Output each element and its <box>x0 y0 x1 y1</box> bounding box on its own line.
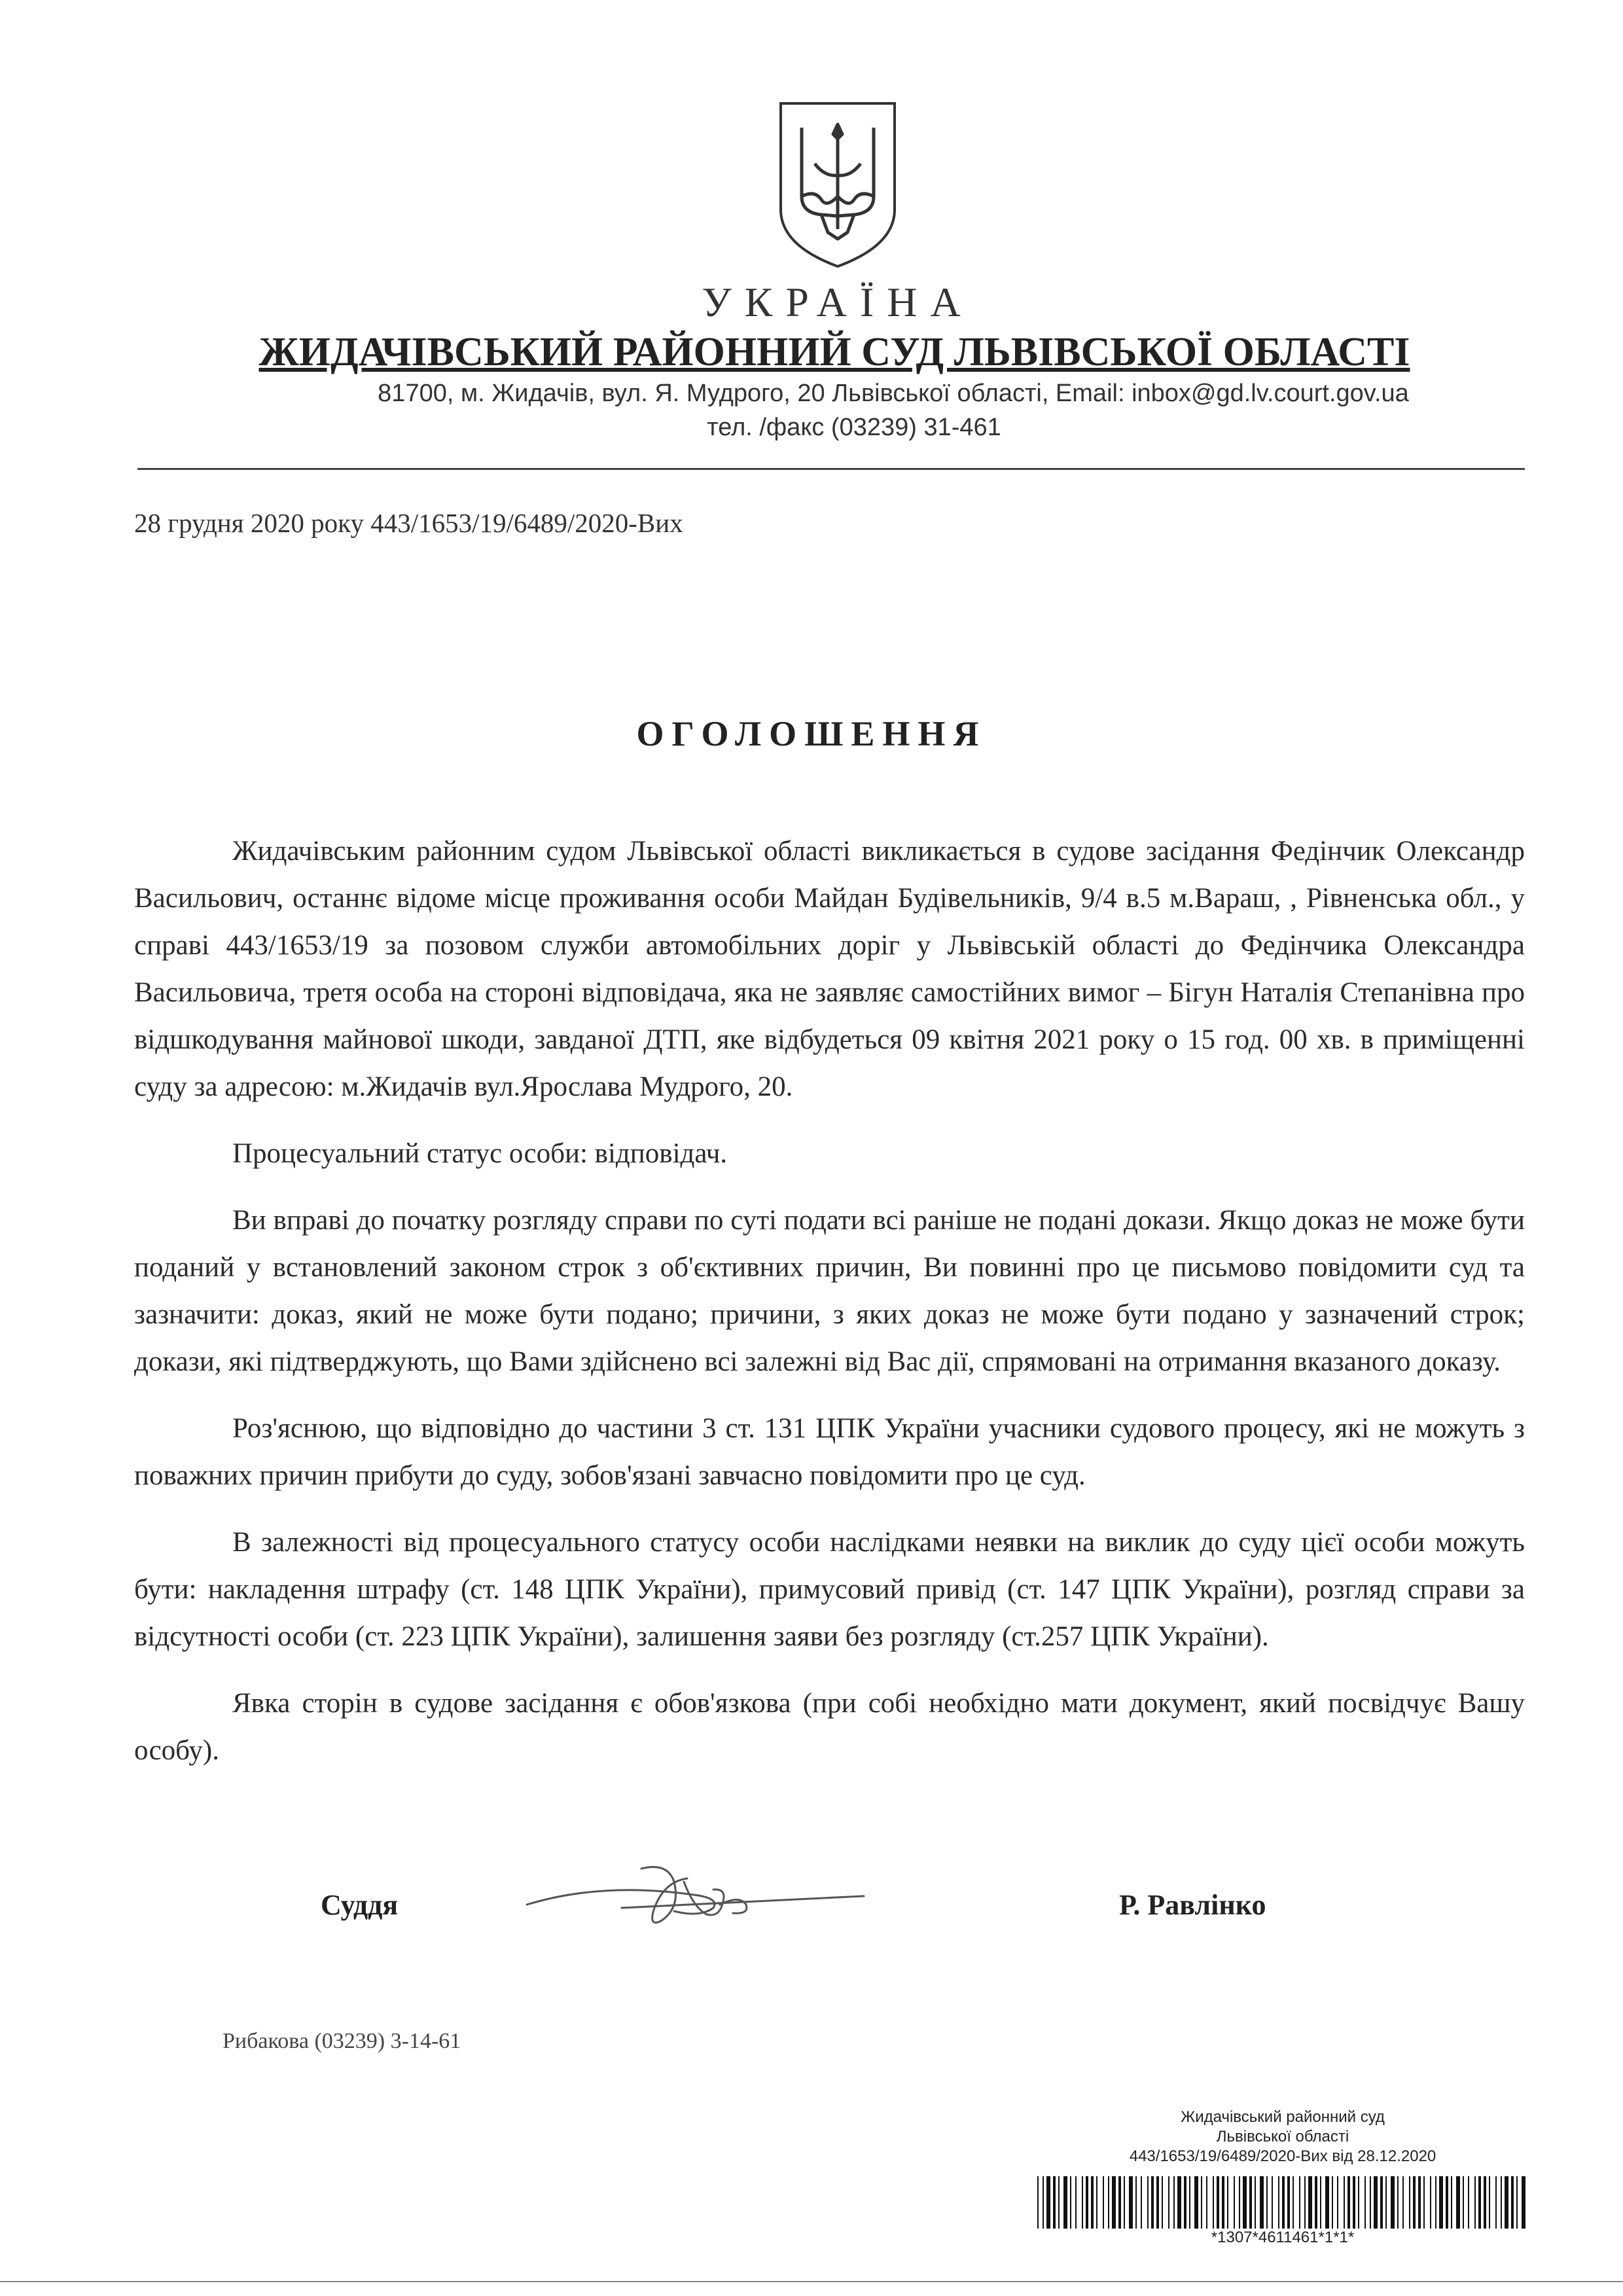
court-phone: тел. /факс (03239) 31-461 <box>707 414 1001 441</box>
barcode-caption: *1307*4611461*1*1* <box>1211 2229 1355 2246</box>
executor-contact: Рибакова (03239) 3-14-61 <box>223 2029 461 2053</box>
body-paragraph: В залежності від процесуального статусу особи наслідками неявки на виклик до суду цієї особи можуть бути: накладення штрафу (ст. 148 ЦПК України), примусовий привід (ст. 147 ЦПК України), розгляд справи за відсутності особи (ст. 223 ЦПК України), залишення заяви без розгляду (ст.257 ЦПК України). <box>134 1527 1525 1652</box>
document-body <box>134 828 1525 1794</box>
body-paragraph: Жидачівським районним судом Львівської області викликається в судове засідання Федінчик Олександр Васильович, останнє відоме місце проживання особи Майдан Будівельників, 9/4 в.5 м.Вараш, , Рівненська обл., у справі 443/1653/19 за позовом служби автомобільних доріг у Львівській області до Федінчика Олександра Васильовича, третя особа на стороні відповідача, яка не заявляє самостійних вимог – Бігун Наталія Степанівна про відшкодування майнової шкоди, завданої ДТП, яке відбудеться 09 квітня 2021 року о 15 год. 00 хв. в приміщенні суду за адресою: м.Жидачів вул.Ярослава Мудрого, 20. <box>134 836 1525 1102</box>
country-heading: УКРАЇНА <box>702 279 974 325</box>
body-paragraph: Роз'яснюю, що відповідно до частини 3 ст. 131 ЦПК України учасники судового процесу, які не можуть з поважних причин прибути до суду, зобов'язані завчасно повідомити про це суд. <box>134 1413 1525 1491</box>
page-bottom-edge <box>0 2281 1623 2282</box>
handwritten-signature <box>524 1842 877 1941</box>
document-reference: 28 грудня 2020 року 443/1653/19/6489/2020-Вих <box>134 508 683 538</box>
court-address: 81700, м. Жидачів, вул. Я. Мудрого, 20 Львівської області, Email: inbox@gd.lv.court.gov.ua <box>378 380 1409 407</box>
stamp-reference-line: 443/1653/19/6489/2020-Вих від 28.12.2020 <box>1129 2147 1436 2165</box>
signer-name: Р. Равлінко <box>1119 1889 1266 1921</box>
header-divider <box>137 468 1525 470</box>
stamp-court-line: Жидачівський районний суд <box>1181 2108 1385 2126</box>
body-paragraph: Ви вправі до початку розгляду справи по суті подати всі раніше не подані докази. Якщо доказ не може бути поданий у встановлений законом строк з об'єктивних причин, Ви повинні про це письмово повідомити суд та зазначити: доказ, який не може бути подано; причини, з яких доказ не може бути подано у зазначений строк; докази, які підтверджують, що Вами здійснено всі залежні від Вас дії, спрямовані на отримання вказаного доказу. <box>134 1205 1525 1377</box>
court-name-heading: ЖИДАЧІВСЬКИЙ РАЙОННИЙ СУД ЛЬВІВСЬКОЇ ОБЛАСТІ <box>259 330 1410 374</box>
barcode-icon <box>1037 2176 1528 2229</box>
registration-stamp <box>1034 2108 1531 2166</box>
document-title: ОГОЛОШЕННЯ <box>636 714 987 753</box>
body-paragraph: Явка сторін в судове засідання є обов'язкова (при собі необхідно мати документ, який посвідчує Вашу особу). <box>134 1688 1525 1766</box>
signer-role: Суддя <box>321 1889 399 1921</box>
trident-coat-of-arms-icon <box>776 98 900 272</box>
stamp-region-line: Львівської області <box>1216 2128 1349 2145</box>
body-paragraph: Процесуальний статус особи: відповідач. <box>232 1138 728 1169</box>
